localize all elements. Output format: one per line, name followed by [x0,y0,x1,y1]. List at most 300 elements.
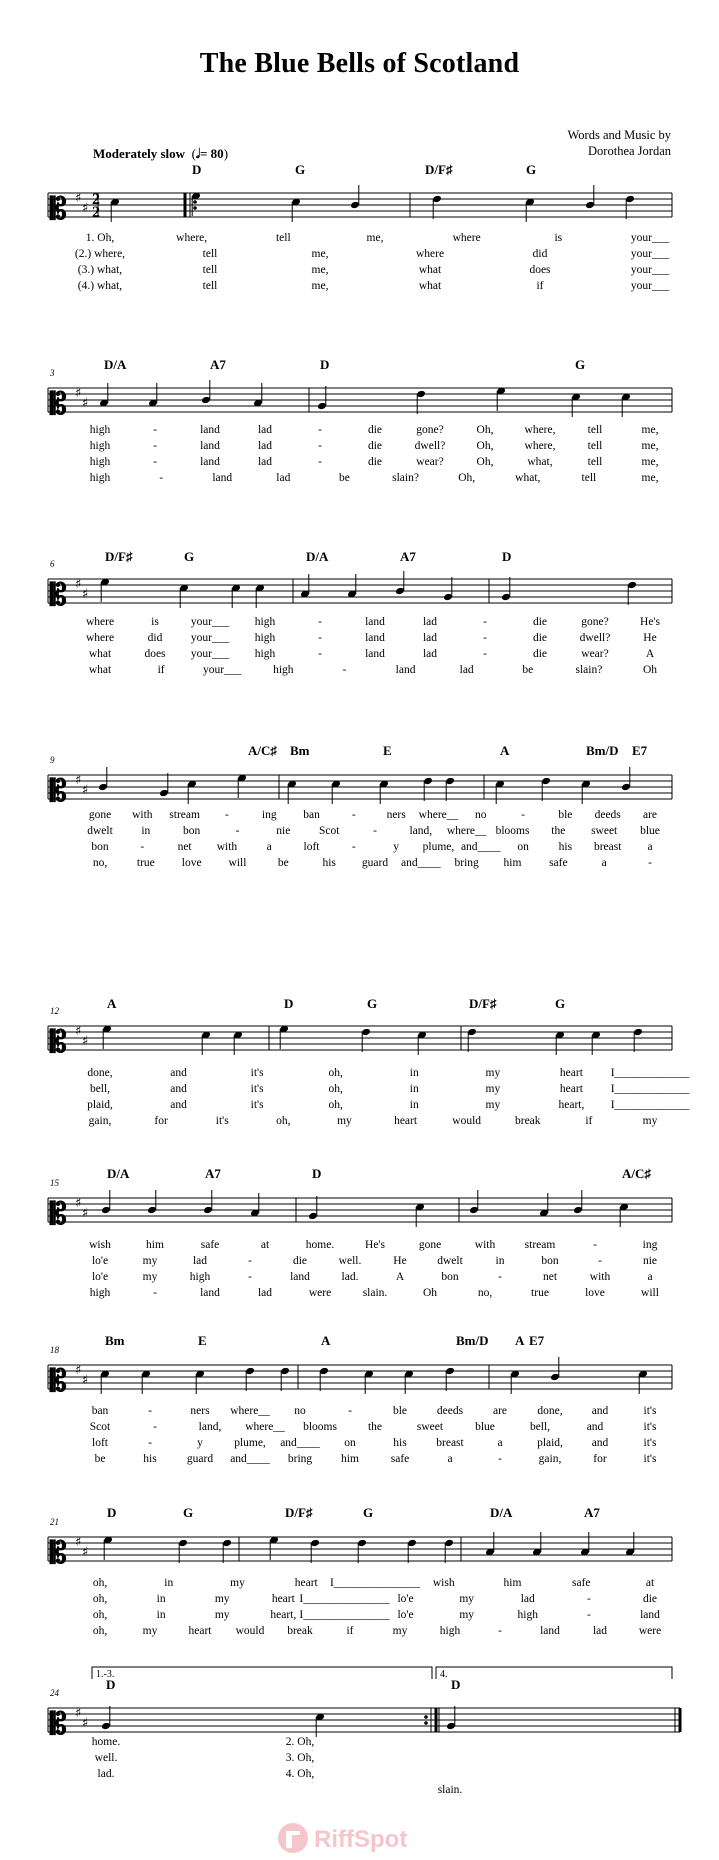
lyric-syllable: were [308,1287,332,1299]
lyric-syllable: no [294,1405,306,1417]
lyric-syllable: - [148,1437,152,1449]
lyric-syllable: lad [422,648,438,660]
lyric-syllable: me, [311,264,329,276]
lyric-syllable: be [522,664,534,676]
lyric-syllable: heart [559,1083,583,1095]
lyric-syllable: lad [520,1593,535,1605]
chord-symbol: G [367,996,378,1011]
lyric-syllable: where [415,248,445,260]
lyric-syllable: plume, [422,841,455,853]
sharp-icon: ♯ [82,1545,89,1560]
lyric-syllable: heart, [270,1609,297,1621]
lyric-syllable: if [536,280,544,292]
chord-symbol: D [312,1166,322,1181]
chord-symbol: A7 [584,1505,600,1520]
lyric-syllable: him [503,857,522,869]
lyric-syllable: land [365,616,385,628]
chord-symbol: D/F♯ [105,549,133,564]
lyric-syllable: Scot [318,825,340,837]
lyric-syllable: 4. Oh, [285,1768,315,1780]
sharp-icon: ♯ [82,396,89,411]
lyric-syllable: safe [571,1577,591,1589]
lyric-syllable: and____ [230,1453,270,1465]
chord-symbol: Bm [290,743,310,758]
lyric-syllable: deeds [594,809,621,821]
volta-bracket [436,1667,672,1679]
lyric-syllable: 2. Oh, [285,1736,315,1748]
lyric-syllable: in [495,1255,505,1267]
lyric-syllable: lad [422,632,438,644]
lyric-syllable: and____ [460,841,501,853]
lyric-syllable: my [142,1625,158,1637]
lyric-syllable: his [393,1437,407,1449]
lyric-syllable: home. [91,1736,121,1748]
lyric-syllable: die [367,424,383,436]
lyric-syllable: in [156,1593,166,1605]
lyric-syllable: (3.) what, [77,264,123,276]
lyric-syllable: ing [642,1239,658,1251]
lyric-syllable: me, [641,440,659,452]
lyric-syllable: my [142,1255,158,1267]
lyric-syllable: ban [303,809,320,821]
lyric-syllable: where__ [230,1405,270,1417]
chord-symbol: G [184,549,195,564]
lyric-syllable: breast [436,1437,464,1449]
lyric-syllable: ban [91,1405,109,1417]
lyric-syllable: - [342,664,347,676]
chord-symbol: Bm/D [586,743,619,758]
lyric-syllable: - [153,440,157,452]
lyric-syllable: gone [418,1239,442,1251]
chord-symbol: D/F♯ [285,1505,313,1520]
lyric-syllable: - [153,456,157,468]
lyric-syllable: breast [593,841,622,853]
lyric-syllable: and [591,1437,609,1449]
lyric-syllable: blue [640,825,660,837]
lyric-syllable: tell [581,472,597,484]
lyric-syllable: - [593,1239,597,1251]
lyric-syllable: a [266,841,272,853]
lyric-syllable: - [318,648,322,660]
lyric-syllable: dwelt [87,825,113,837]
lyric-syllable: would [452,1115,482,1127]
lyric-syllable: - [235,825,240,837]
lyric-syllable: I_______________ [299,1593,390,1605]
lyric-syllable: deeds [436,1405,464,1417]
alto-clef-icon: 𝄡 [50,1025,67,1060]
chord-symbol: D/A [107,1166,130,1181]
lyric-syllable: - [498,1453,502,1465]
lyric-syllable: heart [559,1067,583,1079]
chord-symbol: D [502,549,512,564]
lyric-syllable: gain, [88,1115,112,1127]
chord-symbol: A/C♯ [248,743,277,758]
lyric-syllable: ners [386,809,406,821]
lyric-syllable: land, [198,1421,222,1433]
lyric-syllable: slain? [392,472,419,484]
lyric-syllable: y [393,841,400,853]
lyric-syllable: tell [275,232,291,244]
lyric-syllable: - [586,1593,591,1605]
sharp-icon: ♯ [82,1034,89,1049]
lyric-syllable: and [591,1405,609,1417]
lyric-syllable: were [638,1625,662,1637]
lyric-syllable: Oh [642,664,658,676]
lyric-syllable: be [94,1453,106,1465]
lyric-syllable: bring [287,1453,313,1465]
lyric-syllable: in [156,1609,166,1621]
lyric-syllable: where, [176,232,208,244]
lyric-syllable: and [170,1083,187,1095]
alto-clef-icon: 𝄡 [50,387,67,422]
lyric-syllable: Oh, [458,472,476,484]
sharp-icon: ♯ [75,1706,82,1721]
chord-symbol: D/F♯ [469,996,497,1011]
repeat-dot [424,1721,428,1725]
lyric-syllable: - [598,1255,602,1267]
lyric-syllable: at [645,1577,655,1589]
lyric-syllable: guard [361,857,389,869]
volta-label: 1.-3. [96,1669,115,1680]
lyric-syllable: tell [587,440,603,452]
lyric-syllable: where [85,616,115,628]
composer-line-2: Dorothea Jordan [588,144,671,158]
lyric-syllable: home. [305,1239,335,1251]
lyric-syllable: lad [257,424,273,436]
lyric-syllable: die [367,440,383,452]
lyric-syllable: true [531,1287,549,1299]
lyric-syllable: - [318,424,322,436]
lyric-syllable: it's [643,1405,657,1417]
lyric-syllable: ble [392,1405,408,1417]
lyric-syllable: me, [366,232,384,244]
lyric-syllable: where [452,232,481,244]
chord-symbol: A7 [205,1166,221,1181]
lyric-syllable: safe [549,857,568,869]
lyric-syllable: my [142,1271,158,1283]
chord-symbol: D [451,1677,461,1692]
lyric-syllable: dwell? [414,440,446,452]
lyric-syllable: He [393,1255,407,1267]
alto-clef-icon: 𝄡 [50,774,67,809]
lyric-syllable: me, [311,248,329,260]
lyric-syllable: my [642,1115,658,1127]
lyric-syllable: does [529,264,551,276]
chord-symbol: A7 [400,549,416,564]
chord-symbol: D [284,996,294,1011]
lyric-syllable: and [170,1099,187,1111]
lyric-syllable: high [254,648,276,660]
sharp-icon: ♯ [75,1363,82,1378]
lyric-syllable: me, [641,472,659,484]
lyric-syllable: safe [200,1239,220,1251]
lyric-syllable: bon [91,841,109,853]
lyric-syllable: no, [477,1287,493,1299]
time-signature-denominator: 2 [92,204,100,221]
lyric-syllable: Oh, [476,440,494,452]
chord-symbol: Bm/D [456,1333,489,1348]
lyric-syllable: - [153,1421,157,1433]
lyric-syllable: and [170,1067,187,1079]
lyric-syllable: be [277,857,289,869]
lyric-syllable: and____ [280,1437,320,1449]
lyric-syllable: what, [515,472,541,484]
lyric-syllable: my [459,1593,475,1605]
tempo-value: = 80 [200,146,224,161]
lyric-syllable: slain. [362,1287,388,1299]
lyric-syllable: in [409,1083,419,1095]
lyric-syllable: in [409,1067,419,1079]
lyric-syllable: land [200,1287,220,1299]
lyric-syllable: your___ [203,664,242,676]
lyric-syllable: for [154,1115,168,1127]
lyric-syllable: with [589,1271,611,1283]
measure-number: 21 [50,1517,59,1527]
lyric-syllable: net [542,1271,558,1283]
lyric-syllable: - [148,1405,152,1417]
lyric-syllable: my [337,1115,352,1127]
lyric-syllable: lad. [341,1271,359,1283]
lyric-syllable: net [177,841,192,853]
half-note-icon: 𝅗𝅥 [195,146,201,161]
sharp-icon: ♯ [75,1535,82,1550]
lyric-syllable: He's [365,1239,385,1251]
lyric-syllable: bon [541,1255,559,1267]
lyric-syllable: no [475,809,487,821]
lyric-syllable: land [640,1609,660,1621]
lyric-syllable: a [647,1271,653,1283]
lyric-syllable: oh, [92,1577,108,1589]
chord-symbol: A [500,743,510,758]
lyric-syllable: high [89,440,111,452]
measure-number: 6 [50,559,55,569]
riffspot-logo [268,1818,468,1858]
measure-number: 3 [50,368,55,378]
lyric-syllable: love [181,857,202,869]
lyric-syllable: safe [390,1453,410,1465]
lyric-syllable: I_____________ [610,1099,690,1111]
measure-number: 24 [50,1688,59,1698]
lyric-syllable: high [89,424,111,436]
chord-symbol: D [106,1677,116,1692]
lyric-syllable: my [214,1609,230,1621]
lyric-syllable: bell, [89,1083,111,1095]
lyric-syllable: lad [276,472,291,484]
lyric-syllable: lo'e [91,1271,109,1283]
lyric-syllable: plaid, [537,1437,563,1449]
chord-symbol: G [555,996,566,1011]
lyric-syllable: bell, [529,1421,551,1433]
measure-number: 18 [50,1345,59,1355]
lyric-syllable: oh, [92,1609,108,1621]
lyric-syllable: I_______________ [329,1577,421,1589]
lyric-syllable: on [344,1437,356,1449]
song-title: The Blue Bells of Scotland [199,48,520,79]
lyric-syllable: (4.) what, [77,280,123,292]
lyric-syllable: - [483,648,487,660]
lyric-syllable: high [89,456,111,468]
lyric-syllable: done, [537,1405,563,1417]
lyric-syllable: love [585,1287,605,1299]
lyric-syllable: what [88,664,112,676]
chord-symbol: Bm [105,1333,125,1348]
lyric-syllable: - [351,841,356,853]
tempo-marking: Moderately slow (𝅗𝅥= 80) [93,146,229,161]
sharp-icon: ♯ [82,783,89,798]
lyric-syllable: him [503,1577,522,1589]
lyric-syllable: - [318,440,322,452]
lyric-syllable: - [498,1625,502,1637]
lyric-syllable: die [292,1255,308,1267]
chord-symbol: G [526,162,537,177]
lyric-syllable: my [392,1625,408,1637]
lyric-syllable: blooms [303,1421,337,1433]
chord-symbol: D [107,1505,117,1520]
lyric-syllable: loft [303,841,320,853]
lyric-syllable: land [540,1625,560,1637]
lyric-syllable: land [365,648,385,660]
lyric-syllable: oh, [328,1083,343,1095]
lyric-syllable: my [485,1083,501,1095]
lyric-syllable: it's [643,1437,657,1449]
measure-number: 12 [50,1006,59,1016]
lyric-syllable: 3. Oh, [285,1752,315,1764]
lyric-syllable: your___ [190,648,230,660]
lyric-syllable: is [151,616,159,628]
lyric-syllable: blooms [495,825,530,837]
alto-clef-icon: 𝄡 [50,1364,67,1399]
lyric-syllable: lad [422,616,438,628]
lyric-syllable: - [351,809,356,821]
lyric-syllable: Scot [89,1421,111,1433]
lyric-syllable: high [254,616,276,628]
lyric-syllable: where, [524,440,556,452]
lyric-syllable: his [558,841,573,853]
lyric-syllable: would [235,1625,265,1637]
sharp-icon: ♯ [75,577,82,592]
lyric-syllable: lad [257,456,273,468]
chord-symbol: D/F♯ [425,162,453,177]
lyric-syllable: where__ [245,1421,285,1433]
lyric-syllable: tell [202,280,218,292]
chord-symbol: A [515,1333,525,1348]
lyric-syllable: did [532,248,548,260]
lyric-syllable: with [216,841,238,853]
lyric-syllable: high [189,1271,211,1283]
lyric-syllable: tell [202,248,218,260]
lyric-syllable: high [254,632,276,644]
lyric-syllable: die [532,632,548,644]
lyric-syllable: in [141,825,151,837]
lyric-syllable: him [146,1239,164,1251]
lyric-syllable: my [485,1099,501,1111]
lyric-syllable: the [551,825,566,837]
chord-symbol: D [320,357,330,372]
lyric-syllable: does [144,648,166,660]
lyric-syllable: tell [587,424,603,436]
lyric-syllable: - [586,1609,591,1621]
lyric-syllable: - [248,1271,252,1283]
lyric-syllable: lo'e [397,1609,414,1621]
lyric-syllable: land [212,472,233,484]
lyric-syllable: it's [250,1083,264,1095]
lyric-syllable: die [367,456,383,468]
lyric-syllable: for [593,1453,607,1465]
lyric-syllable: oh, [328,1067,343,1079]
time-signature-numerator: 2 [92,191,100,208]
lyric-syllable: stream [169,809,200,821]
lyric-syllable: him [341,1453,359,1465]
lyric-syllable: and____ [401,857,441,869]
lyric-syllable: well. [94,1752,118,1764]
lyric-syllable: - [153,1287,157,1299]
measure-number: 9 [50,755,55,765]
composer-line-1: Words and Music by [567,128,671,142]
measure-number: 15 [50,1178,59,1188]
lyric-syllable: what [88,648,112,660]
lyric-syllable: heart, [558,1099,585,1111]
lyric-syllable: heart [188,1625,212,1637]
lyric-syllable: - [498,1271,502,1283]
lyric-syllable: your___ [630,248,670,260]
lyric-syllable: wear? [416,456,444,468]
repeat-dot [193,200,197,204]
lyric-syllable: ing [261,809,277,821]
tempo-text: Moderately slow [93,146,186,161]
lyric-syllable: nie [642,1255,658,1267]
lyric-syllable: gone? [581,616,609,628]
logo-icon [278,1823,308,1853]
lyric-syllable: his [143,1453,157,1465]
lyric-syllable: y [197,1437,203,1449]
lyric-syllable: what [418,264,442,276]
lyric-syllable: it's [215,1115,229,1127]
lyric-syllable: - [348,1405,352,1417]
lyric-syllable: plume, [234,1437,266,1449]
lyric-syllable: die [532,616,548,628]
lyric-syllable: your___ [190,616,230,628]
alto-clef-icon: 𝄡 [50,1707,67,1742]
lyric-syllable: A [395,1271,405,1283]
logo-text: RiffSpot [314,1826,408,1853]
lyric-syllable: a [647,841,653,853]
chord-symbol: E [198,1333,207,1348]
lyric-syllable: with [132,809,153,821]
lyric-syllable: it's [643,1453,657,1465]
alto-clef-icon: 𝄡 [50,1197,67,1232]
chord-symbol: A [321,1333,331,1348]
sharp-icon: ♯ [82,1206,89,1221]
lyric-syllable: sweet [416,1421,444,1433]
chord-symbol: D/A [104,357,127,372]
chord-symbol: G [183,1505,194,1520]
lyric-syllable: lad [459,664,474,676]
lyric-syllable: my [230,1577,245,1589]
chord-symbol: A/C♯ [622,1166,651,1181]
lyric-syllable: will [641,1287,659,1299]
lyric-syllable: oh, [92,1593,108,1605]
lyric-syllable: die [642,1593,658,1605]
repeat-dot [193,206,197,210]
lyric-syllable: lad [192,1255,208,1267]
lyric-syllable: if [346,1625,354,1637]
sharp-icon: ♯ [75,191,82,206]
lyric-syllable: I_____________ [610,1083,690,1095]
lyric-syllable: slain. [437,1784,463,1796]
sharp-icon: ♯ [75,773,82,788]
lyric-syllable: ners [190,1405,210,1417]
lyric-syllable: blue [475,1421,495,1433]
